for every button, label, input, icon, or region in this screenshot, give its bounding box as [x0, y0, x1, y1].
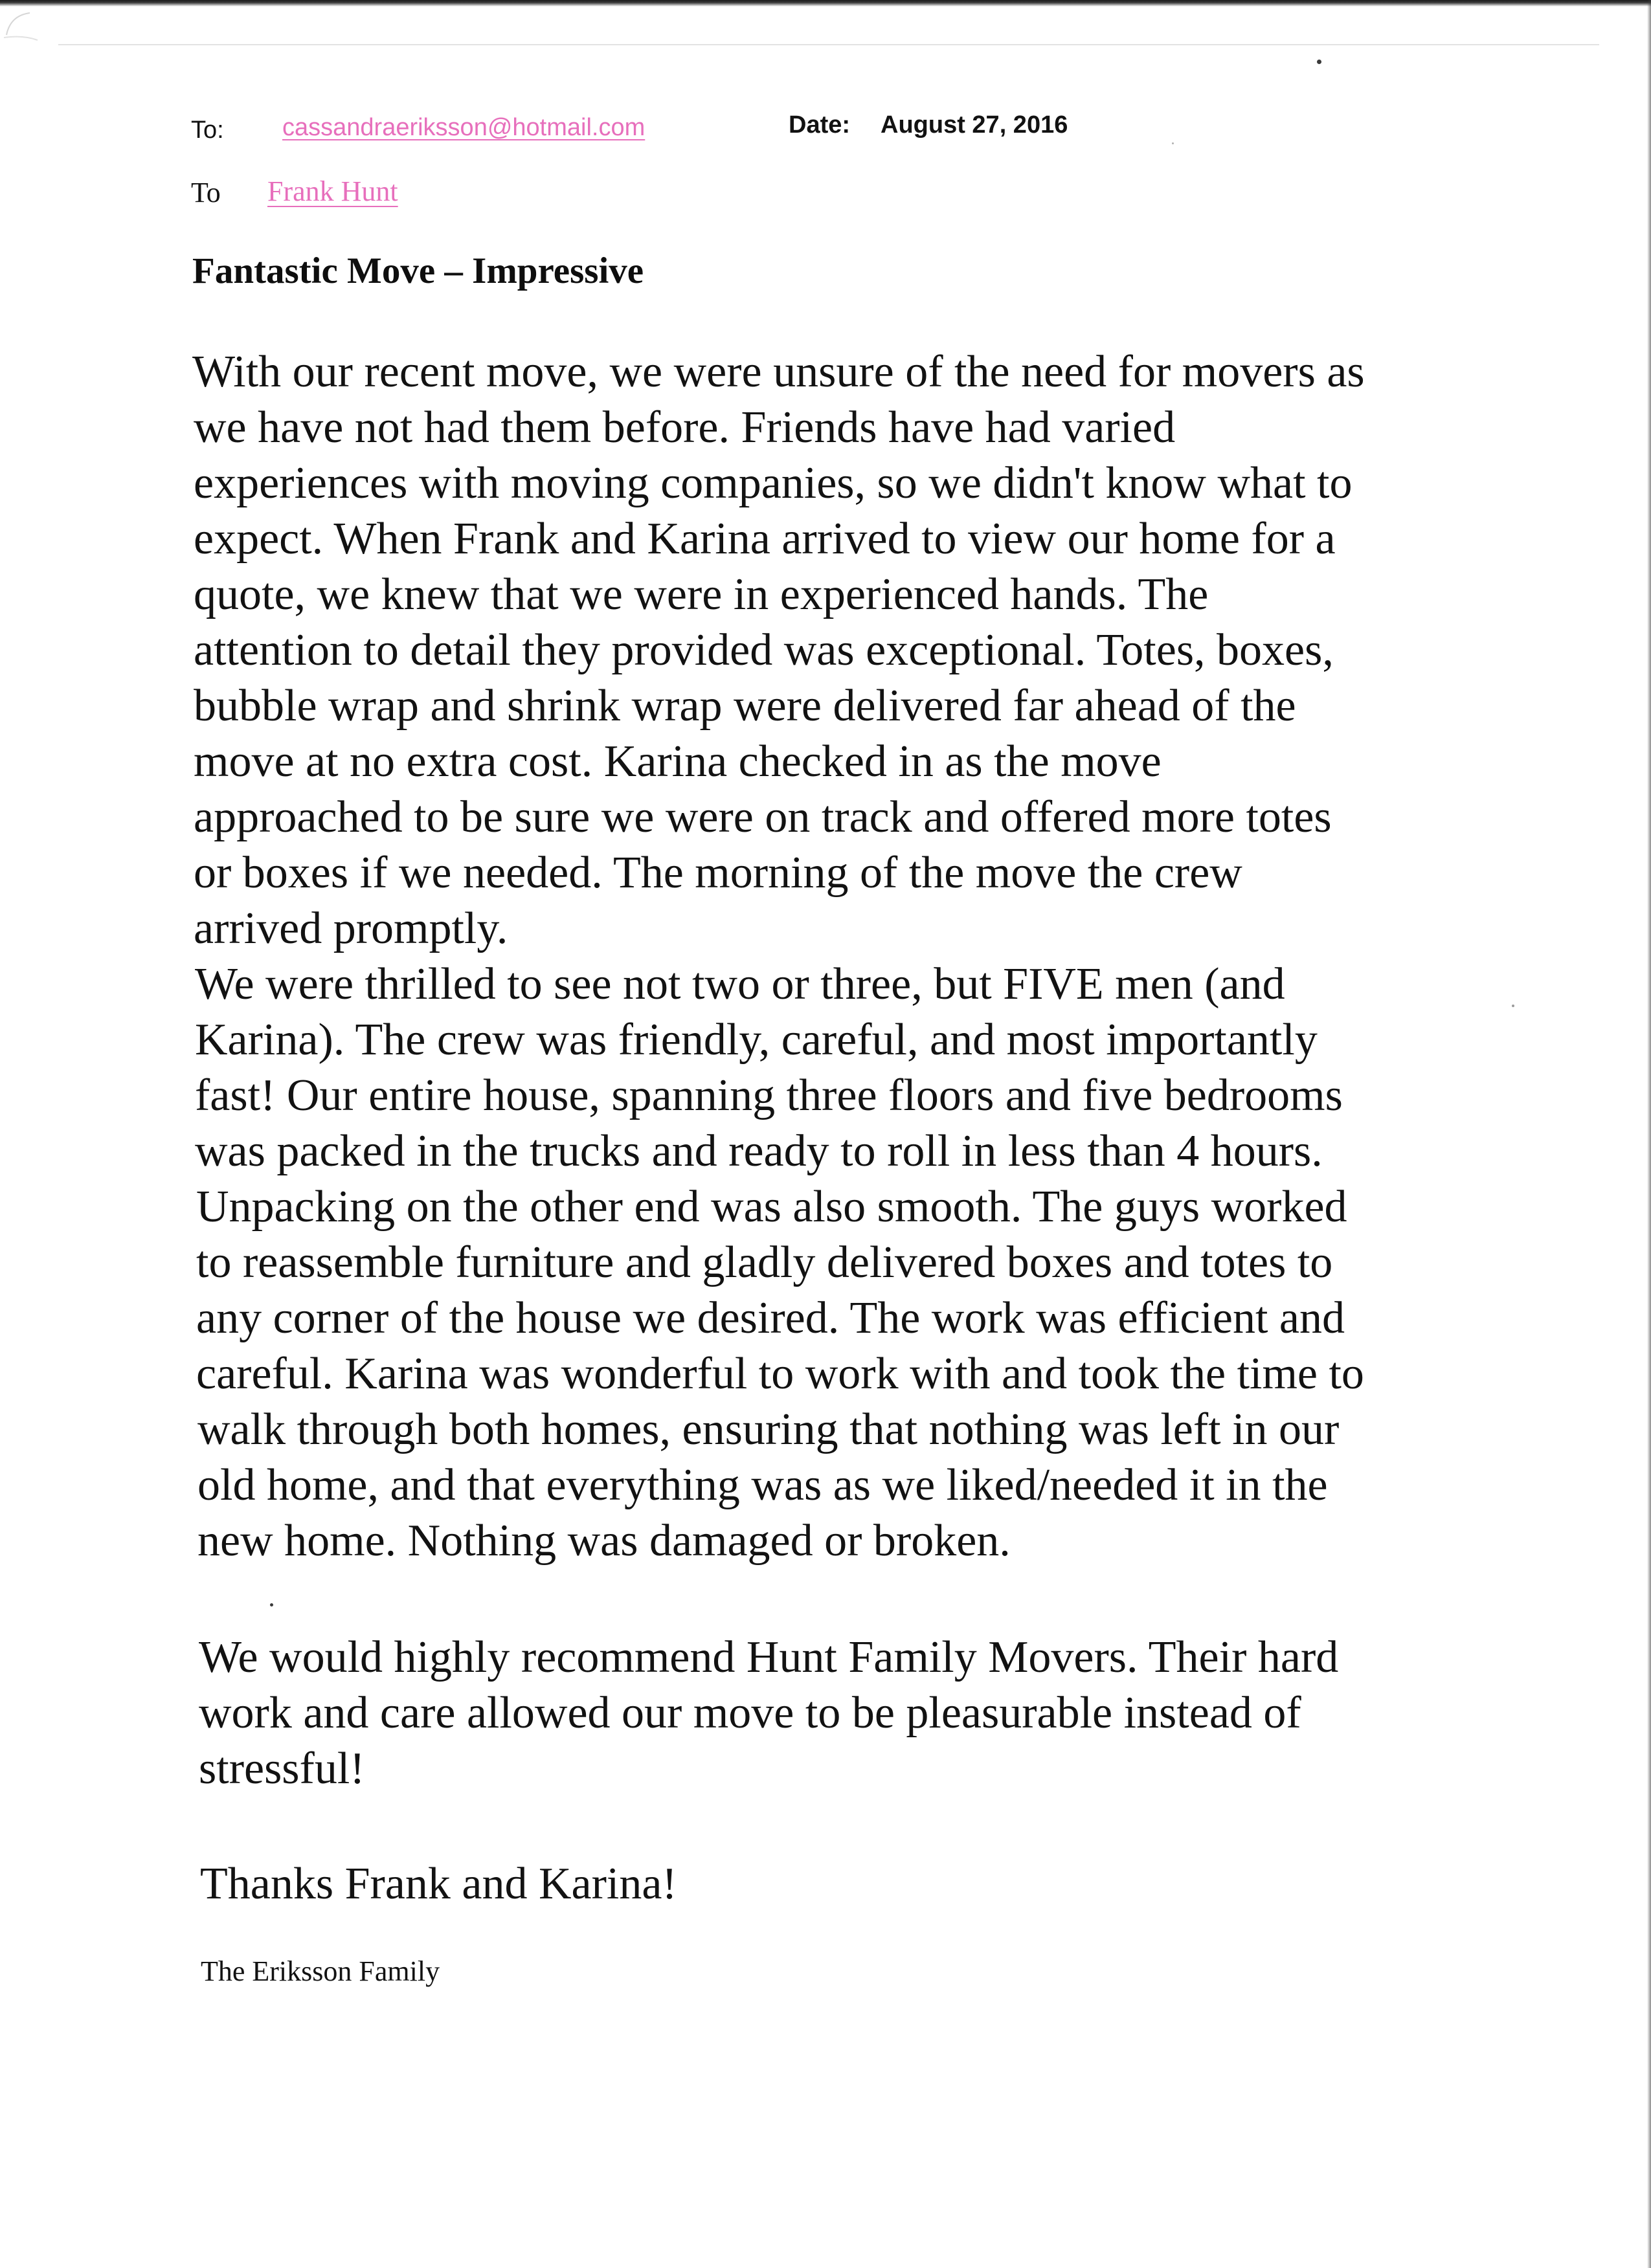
body-line: experiences with moving companies, so we didn't know what to	[194, 458, 1353, 508]
scan-corner-mark	[4, 9, 43, 48]
body-line: old home, and that everything was as we liked/needed it in the	[197, 1460, 1328, 1510]
body-line: expect. When Frank and Karina arrived to view our home for a	[194, 514, 1336, 564]
signature: The Eriksson Family	[201, 1955, 440, 1987]
scan-speck	[1317, 60, 1321, 64]
recommendation-line: stressful!	[199, 1744, 365, 1794]
body-line: careful. Karina was wonderful to work with and took the time to	[196, 1349, 1364, 1399]
recommendation-line: work and care allowed our move to be pleasurable instead of	[199, 1688, 1301, 1738]
recommendation-line: We would highly recommend Hunt Family Movers. Their hard	[199, 1632, 1339, 1682]
date-label: Date:	[789, 111, 851, 139]
date-value: August 27, 2016	[881, 111, 1068, 139]
closing-line: Thanks Frank and Karina!	[200, 1859, 677, 1909]
body-line: bubble wrap and shrink wrap were delivered far ahead of the	[194, 681, 1296, 731]
body-line: move at no extra cost. Karina checked in as the move	[194, 737, 1162, 786]
body-line: quote, we knew that we were in experienced hands. The	[194, 570, 1209, 619]
body-line: approached to be sure we were on track and offered more totes	[194, 792, 1332, 842]
to-label-secondary: To	[191, 177, 221, 208]
scan-top-edge	[0, 0, 1651, 6]
scan-speck	[1172, 142, 1174, 144]
scan-speck	[1512, 1005, 1514, 1007]
scan-speck	[270, 1603, 273, 1606]
scan-right-edge	[1647, 0, 1651, 2268]
body-line: We were thrilled to see not two or three, but FIVE men (and	[195, 959, 1285, 1009]
body-line: Unpacking on the other end was also smooth. The guys worked	[196, 1182, 1347, 1232]
body-line: With our recent move, we were unsure of the need for movers as	[192, 347, 1365, 397]
body-line: new home. Nothing was damaged or broken.	[197, 1516, 1011, 1566]
body-line: to reassemble furniture and gladly delivered boxes and totes to	[196, 1238, 1333, 1287]
body-line: arrived promptly.	[194, 904, 508, 953]
body-line: Karina). The crew was friendly, careful, and most importantly	[195, 1015, 1318, 1065]
letter-subject: Fantastic Move – Impressive	[192, 250, 644, 291]
to-label: To:	[191, 117, 224, 144]
body-line: any corner of the house we desired. The work was efficient and	[196, 1293, 1345, 1343]
to-email-link[interactable]: cassandraeriksson@hotmail.com	[282, 114, 646, 141]
body-line: fast! Our entire house, spanning three floors and five bedrooms	[195, 1071, 1343, 1120]
body-line: attention to detail they provided was exceptional. Totes, boxes,	[194, 625, 1334, 675]
to-recipient-link[interactable]: Frank Hunt	[267, 175, 398, 207]
body-line: or boxes if we needed. The morning of the move the crew	[194, 848, 1242, 898]
body-line: we have not had them before. Friends have had varied	[194, 403, 1176, 452]
scan-faint-line	[58, 44, 1599, 45]
body-line: walk through both homes, ensuring that nothing was left in our	[197, 1405, 1340, 1454]
body-line: was packed in the trucks and ready to roll in less than 4 hours.	[195, 1126, 1323, 1176]
